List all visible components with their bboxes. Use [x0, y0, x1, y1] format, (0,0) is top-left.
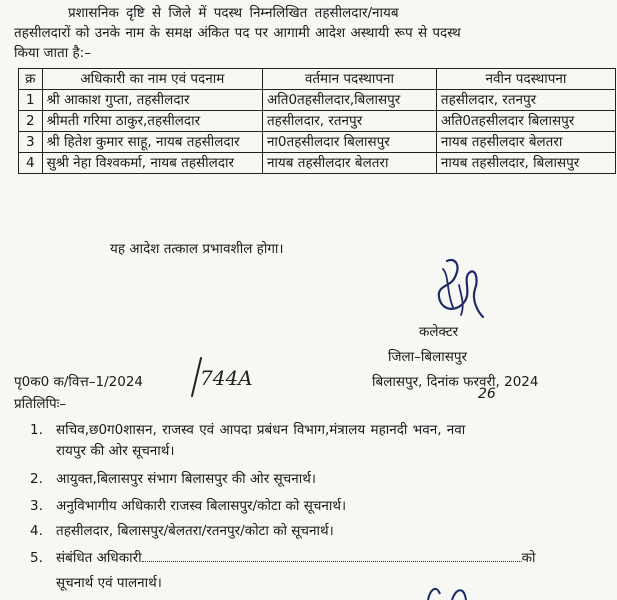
cell-serial: 1 — [19, 90, 43, 111]
recipient-number: 5. — [30, 550, 43, 566]
intro-line-3: किया जाता है:– — [14, 45, 91, 61]
cell-current-posting: अति0तहसीलदार,बिलासपुर — [262, 90, 436, 111]
recipient-line: तहसीलदार, बिलासपुर/बेलतरा/रतनपुर/कोटा को सूचनार्थ। — [56, 523, 334, 539]
cell-officer: श्री हितेश कुमार साहू, नायब तहसीलदार — [42, 132, 262, 153]
header-serial: क्र — [19, 69, 43, 90]
intro-line-2: तहसीलदारों को उनके नाम के समक्ष अंकित पद पर आगामी आदेश अस्थायी रूप से पदस्थ — [14, 25, 461, 41]
posting-table — [18, 68, 616, 174]
header-officer: अधिकारी का नाम एवं पदनाम — [42, 69, 262, 90]
recipient-line-end: को — [521, 550, 536, 566]
effect-statement: यह आदेश तत्काल प्रभावशील होगा। — [110, 241, 284, 257]
recipient-number: 4. — [30, 523, 43, 539]
copy-label: प्रतिलिपिः– — [14, 396, 67, 412]
signature-scribble — [425, 255, 485, 325]
table-row — [19, 153, 616, 174]
cell-current-posting: नायब तहसीलदार बेलतरा — [262, 153, 436, 174]
cell-new-posting: नायब तहसीलदार, बिलासपुर — [436, 153, 615, 174]
header-new-posting: नवीन पदस्थापना — [436, 69, 615, 90]
date-day: 26 — [478, 386, 496, 402]
recipient-line-5 — [56, 549, 536, 567]
cell-new-posting: अति0तहसीलदार बिलासपुर — [436, 111, 615, 132]
cell-current-posting: ना0तहसीलदार बिलासपुर — [262, 132, 436, 153]
cell-officer: सुश्री नेहा विश्वकर्मा, नायब तहसीलदार — [42, 153, 262, 174]
reference-number: 744A — [200, 366, 253, 390]
cell-officer: श्री आकाश गुप्ता, तहसीलदार — [42, 90, 262, 111]
recipient-line: अनुविभागीय अधिकारी राजस्व बिलासपुर/कोटा को सूचनार्थ। — [56, 498, 347, 514]
blank-dotted-line — [142, 549, 522, 562]
recipient-number: 3. — [30, 498, 43, 514]
header-current-posting: वर्तमान पदस्थापना — [262, 69, 436, 90]
table-row — [19, 90, 616, 111]
recipient-number: 1. — [30, 422, 43, 438]
cell-serial: 2 — [19, 111, 43, 132]
signatory-title: कलेक्टर — [419, 324, 459, 340]
cell-new-posting: तहसीलदार, रतनपुर — [436, 90, 615, 111]
table-header-row — [19, 69, 616, 90]
reference-prefix: पृ0क0 क/वित्त–1/2024 — [14, 374, 143, 390]
cell-serial: 4 — [19, 153, 43, 174]
recipient-line: संबंधित अधिकारी — [56, 550, 142, 566]
recipient-line: सूचनार्थ एवं पालनार्थ। — [56, 575, 162, 591]
partial-signature-mark — [420, 580, 480, 600]
place-date: बिलासपुर, दिनांक फरवरी, 2024 — [372, 374, 539, 390]
signatory-district: जिला–बिलासपुर — [388, 349, 468, 365]
cell-serial: 3 — [19, 132, 43, 153]
table-row — [19, 111, 616, 132]
recipient-number: 2. — [30, 471, 43, 487]
cell-officer: श्रीमती गरिमा ठाकुर,तहसीलदार — [42, 111, 262, 132]
table-row — [19, 132, 616, 153]
cell-new-posting: नायब तहसीलदार बेलतरा — [436, 132, 615, 153]
recipient-line: रायपुर की ओर सूचनार्थ। — [56, 443, 175, 459]
recipient-line: सचिव,छ0ग0शासन, राजस्व एवं आपदा प्रबंधन विभाग,मंत्रालय महानदी भवन, नवा — [56, 422, 466, 438]
recipient-line: आयुक्त,बिलासपुर संभाग बिलासपुर की ओर सूचनार्थ। — [56, 471, 316, 487]
cell-current-posting: तहसीलदार, रतनपुर — [262, 111, 436, 132]
intro-line-1: प्रशासनिक दृष्टि से जिले में पदस्थ निम्नलिखित तहसीलदार/नायब — [68, 5, 399, 21]
